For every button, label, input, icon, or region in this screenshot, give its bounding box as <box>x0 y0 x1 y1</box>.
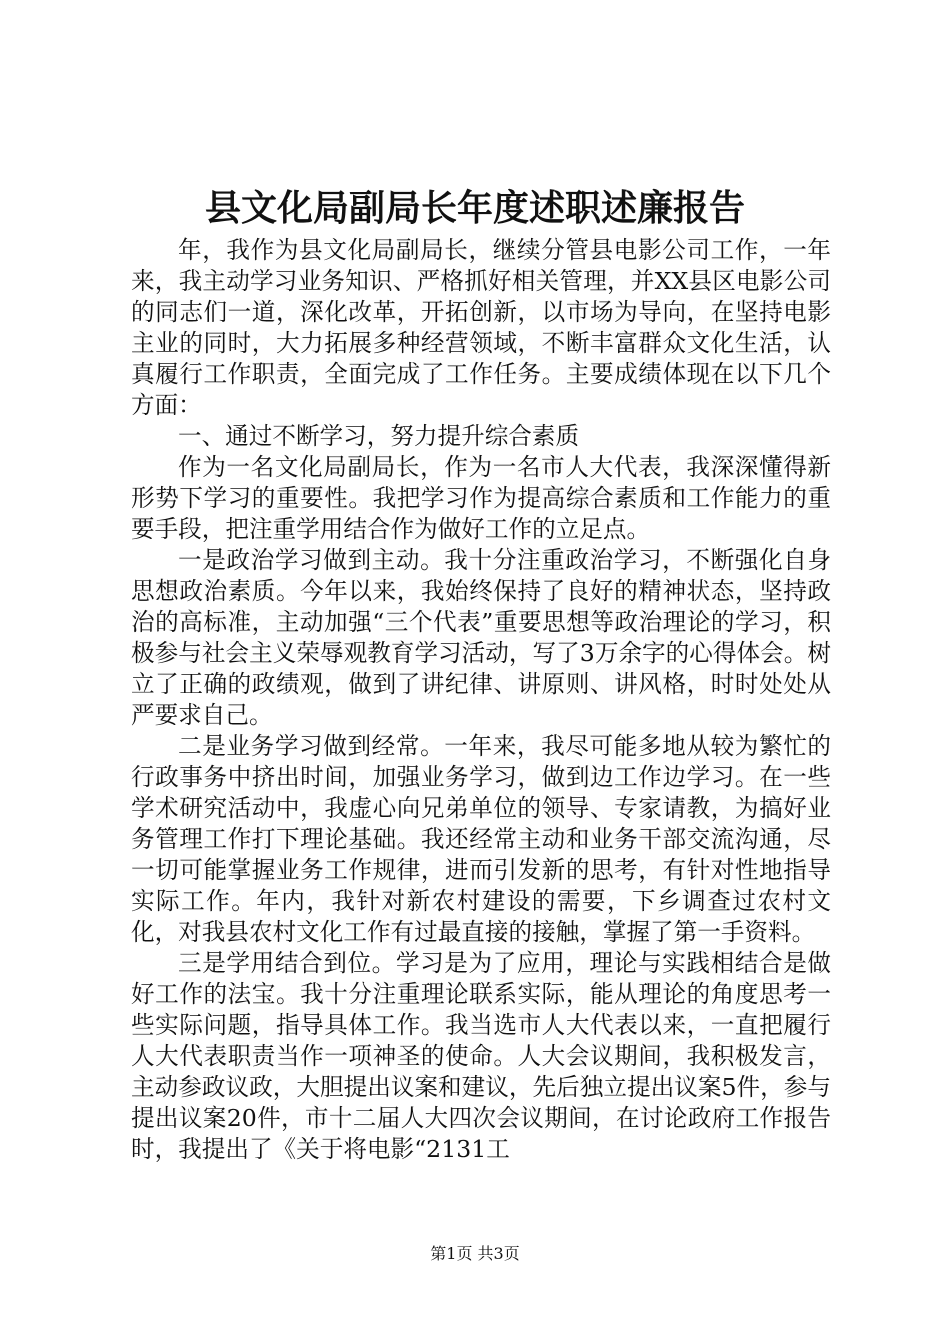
page-number-footer: 第1页 共3页 <box>430 1244 520 1263</box>
paragraph-study-importance: 作为一名文化局副局长，作为一名市人大代表，我深深懂得新形势下学习的重要性。我把学习作为提高综合素质和工作能力的重要手段，把注重学用结合作为做好工作的立足点。 <box>131 453 831 543</box>
paragraph-study-application: 三是学用结合到位。学习是为了应用，理论与实践相结合是做好工作的法宝。我十分注重理论联系实际，能从理论的角度思考一些实际问题，指导具体工作。我当选市人大代表以来，一直把履行人大代表职责当作一项神圣的使命。人大会议期间，我积极发言，主动参政议政，大胆提出议案和建议，先后独立提出议案5件，参与提出议案20件，市十二届人大四次会议期间，在讨论政府工作报告时，我提出了《关于将电影“2131工 <box>131 949 831 1163</box>
section-heading-1: 一、通过不断学习，努力提升综合素质 <box>178 422 580 450</box>
paragraph-business-study: 二是业务学习做到经常。一年来，我尽可能多地从较为繁忙的行政事务中挤出时间，加强业务学习，做到边工作边学习。在一些学术研究活动中，我虚心向兄弟单位的领导、专家请教，为搞好业务管理工作打下理论基础。我还经常主动和业务干部交流沟通，尽一切可能掌握业务工作规律，进而引发新的思考，有针对性地指导实际工作。年内，我针对新农村建设的需要，下乡调查过农村文化，对我县农村文化工作有过最直接的接触，掌握了第一手资料。 <box>131 732 831 946</box>
paragraph-political-study: 一是政治学习做到主动。我十分注重政治学习，不断强化自身思想政治素质。今年以来，我始终保持了良好的精神状态，坚持政治的高标准，主动加强“三个代表”重要思想等政治理论的学习，积极参与社会主义荣辱观教育学习活动，写了3万余字的心得体会。树立了正确的政绩观，做到了讲纪律、讲原则、讲风格，时时处处从严要求自己。 <box>131 546 831 729</box>
document-title: 县文化局副局长年度述职述廉报告 <box>204 187 745 229</box>
document-body <box>131 235 831 1165</box>
paragraph-intro: 年，我作为县文化局副局长，继续分管县电影公司工作，一年来，我主动学习业务知识、严格抓好相关管理，并XX县区电影公司的同志们一道，深化改革，开拓创新，以市场为导向，在坚持电影主业的同时，大力拓展多种经营领域，不断丰富群众文化生活，认真履行工作职责，全面完成了工作任务。主要成绩体现在以下几个方面： <box>131 236 831 419</box>
